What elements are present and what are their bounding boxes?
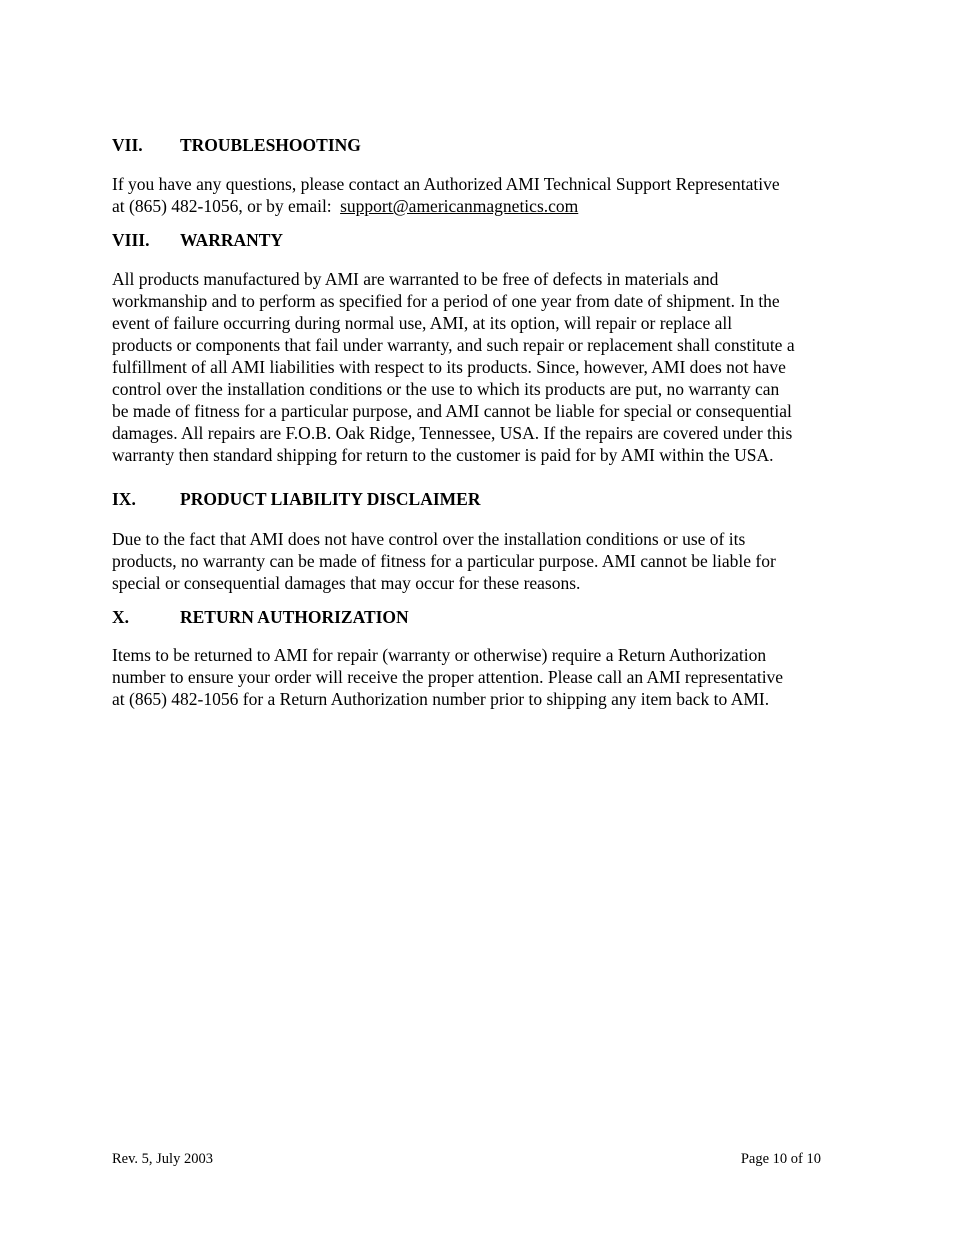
return-authorization-paragraph <box>112 644 846 710</box>
footer-page-number: Page 10 of 10 <box>740 1151 821 1167</box>
section-number: IX. <box>112 489 136 509</box>
paragraph-line: All products manufactured by AMI are warranted to be free of defects in materials and <box>112 269 719 289</box>
paragraph-line: damages. All repairs are F.O.B. Oak Ridge, Tennessee, USA. If the repairs are covered under this <box>112 423 793 443</box>
section-title: PRODUCT LIABILITY DISCLAIMER <box>180 489 481 509</box>
paragraph-line: products, no warranty can be made of fitness for a particular purpose. AMI cannot be liable for <box>112 551 776 571</box>
paragraph-line: at (865) 482-1056 for a Return Authorization number prior to shipping any item back to AMI. <box>112 689 770 709</box>
paragraph-line: event of failure occurring during normal use, AMI, at its option, will repair or replace all <box>112 313 733 333</box>
section-number: VII. <box>112 135 143 155</box>
section-title: WARRANTY <box>180 230 284 250</box>
paragraph-line-with-email <box>112 195 846 217</box>
paragraph-line: products or components that fail under warranty, and such repair or replacement shall constitute a <box>112 335 795 355</box>
paragraph-line: workmanship and to perform as specified for a period of one year from date of shipment. In the <box>112 291 780 311</box>
paragraph-line: Due to the fact that AMI does not have control over the installation conditions or use of its <box>112 529 746 549</box>
paragraph-line: be made of fitness for a particular purpose, and AMI cannot be liable for special or consequential <box>112 401 792 421</box>
section-heading-warranty <box>112 229 846 251</box>
paragraph-line: control over the installation conditions or the use to which its products are put, no warranty can <box>112 379 780 399</box>
section-heading-return-authorization <box>112 606 846 628</box>
paragraph-line: If you have any questions, please contact an Authorized AMI Technical Support Representative <box>112 174 780 194</box>
support-email-link[interactable]: support@americanmagnetics.com <box>340 196 579 216</box>
warranty-paragraph <box>112 268 846 466</box>
footer-revision: Rev. 5, July 2003 <box>112 1151 213 1167</box>
section-number: X. <box>112 607 130 627</box>
paragraph-line-text: at (865) 482-1056, or by email: <box>112 196 332 216</box>
page-content <box>112 134 846 710</box>
product-liability-paragraph <box>112 528 846 594</box>
paragraph-line: special or consequential damages that may occur for these reasons. <box>112 573 581 593</box>
troubleshooting-paragraph <box>112 173 846 217</box>
section-title: RETURN AUTHORIZATION <box>180 607 409 627</box>
section-heading-product-liability <box>112 488 846 510</box>
paragraph-line: number to ensure your order will receive the proper attention. Please call an AMI representative <box>112 667 784 687</box>
paragraph-line: fulfillment of all AMI liabilities with respect to its products. Since, however, AMI does not have <box>112 357 786 377</box>
paragraph-line: warranty then standard shipping for return to the customer is paid for by AMI within the USA. <box>112 445 774 465</box>
section-heading-troubleshooting <box>112 134 846 156</box>
paragraph-line: Items to be returned to AMI for repair (warranty or otherwise) require a Return Authorization <box>112 645 767 665</box>
section-title: TROUBLESHOOTING <box>180 135 361 155</box>
section-number: VIII. <box>112 230 150 250</box>
